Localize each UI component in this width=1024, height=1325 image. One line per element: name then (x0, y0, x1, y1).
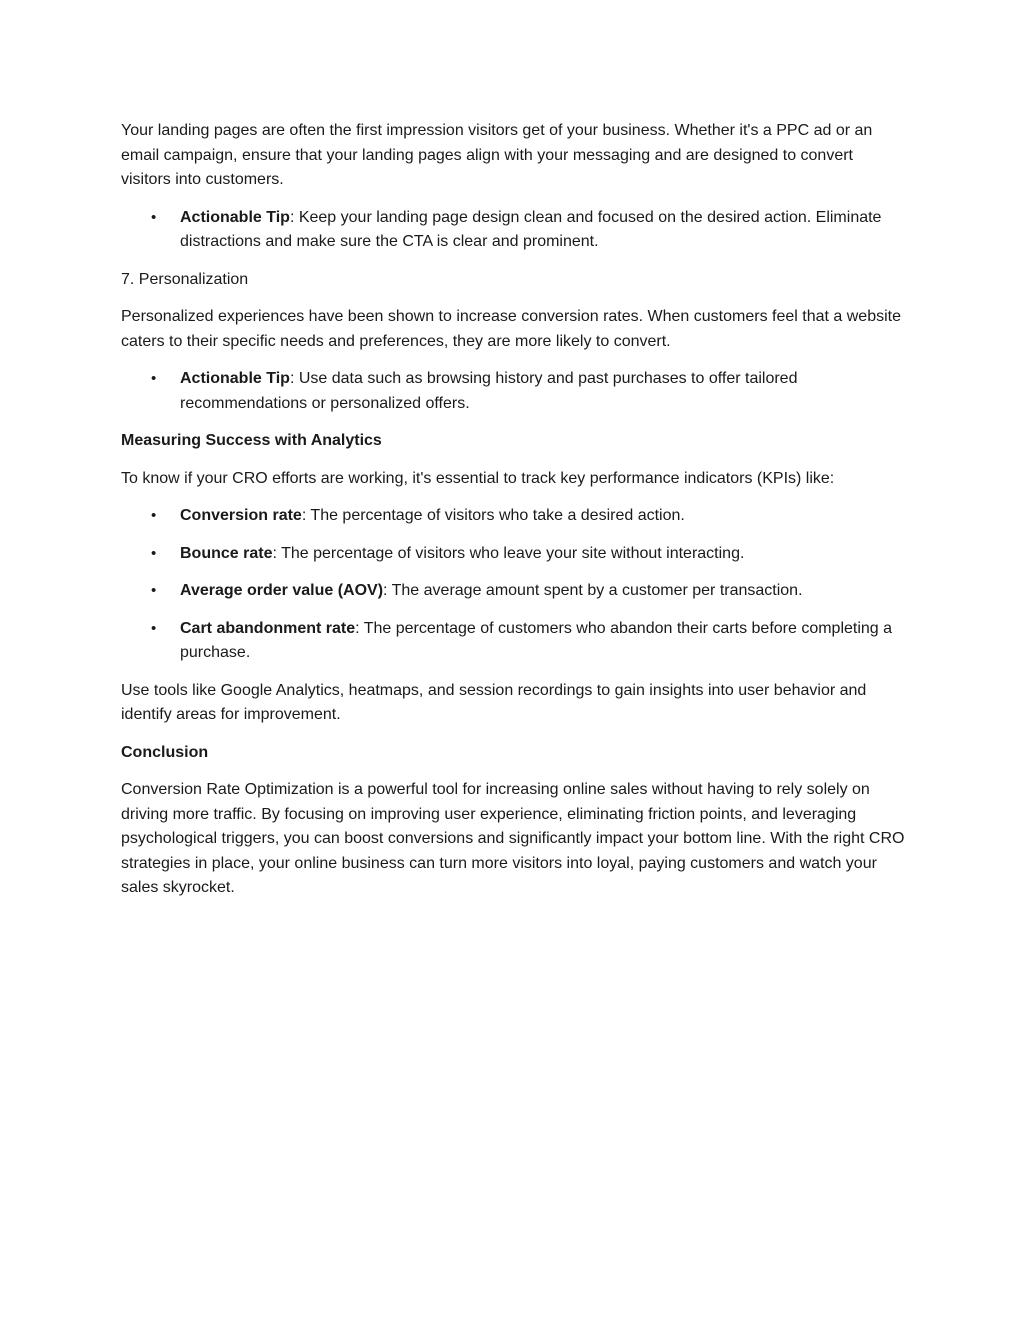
kpi-label: Bounce rate (180, 544, 273, 562)
bullet-icon: • (151, 370, 157, 387)
personalization-title: 7. Personalization (121, 270, 249, 288)
tip-text: : Use data such as browsing history and past purchases to offer tailored recommendations or personalized offers. (180, 370, 798, 412)
measuring-heading: Measuring Success with Analytics (121, 432, 382, 449)
kpi-label: Average order value (AOV) (180, 582, 384, 599)
tools-paragraph: Use tools like Google Analytics, heatmaps, and session recordings to gain insights into user behavior and identify areas for improvement. (121, 681, 867, 723)
list-item (121, 504, 907, 529)
landing-paragraph: Your landing pages are often the first impression visitors get of your business. Whether it's a PPC ad or an email campaign, ensure that your landing pages align with your messaging and are designed to convert visitors into customers. (121, 122, 873, 188)
kpi-label: Cart abandonment rate (180, 619, 356, 637)
document-page (121, 119, 907, 914)
bullet-icon: • (151, 507, 157, 524)
bullet-icon: • (151, 619, 157, 637)
tip-text: : Keep your landing page design clean and focused on the desired action. Eliminate distractions and make sure the CTA is clear and prominent. (180, 208, 882, 250)
bullet-icon: • (151, 208, 157, 226)
list-item (121, 542, 907, 567)
kpi-list (121, 504, 907, 666)
bullet-icon: • (151, 582, 157, 599)
conclusion-paragraph: Conversion Rate Optimization is a powerful tool for increasing online sales without having to rely solely on driving more traffic. By focusing on improving user experience, eliminating friction points, and leveraging psychological triggers, you can boost conversions and significantly impact your bottom line. With the right CRO strategies in place, your online business can turn more visitors into loyal, paying customers and watch your sales skyrocket. (121, 781, 905, 896)
kpi-text: : The percentage of visitors who leave your site without interacting. (272, 544, 745, 562)
list-item (121, 206, 907, 255)
list-item (121, 579, 907, 604)
tip-label: Actionable Tip (180, 208, 290, 226)
measuring-intro: To know if your CRO efforts are working, it's essential to track key performance indicators (KPIs) like: (121, 469, 835, 487)
personalization-paragraph: Personalized experiences have been shown to increase conversion rates. When customers feel that a website caters to their specific needs and preferences, they are more likely to convert. (121, 308, 901, 350)
kpi-text: : The percentage of visitors who take a desired action. (301, 507, 685, 524)
tip-label: Actionable Tip (180, 370, 290, 387)
personalization-tip-list (121, 367, 907, 416)
conclusion-heading: Conclusion (121, 743, 209, 761)
list-item (121, 367, 907, 416)
kpi-text: : The percentage of customers who abandon their carts before completing a purchase. (180, 619, 893, 661)
landing-tip-list (121, 206, 907, 255)
kpi-text: : The average amount spent by a customer per transaction. (383, 582, 803, 599)
kpi-label: Conversion rate (180, 507, 302, 524)
list-item (121, 617, 907, 666)
bullet-icon: • (151, 544, 157, 562)
